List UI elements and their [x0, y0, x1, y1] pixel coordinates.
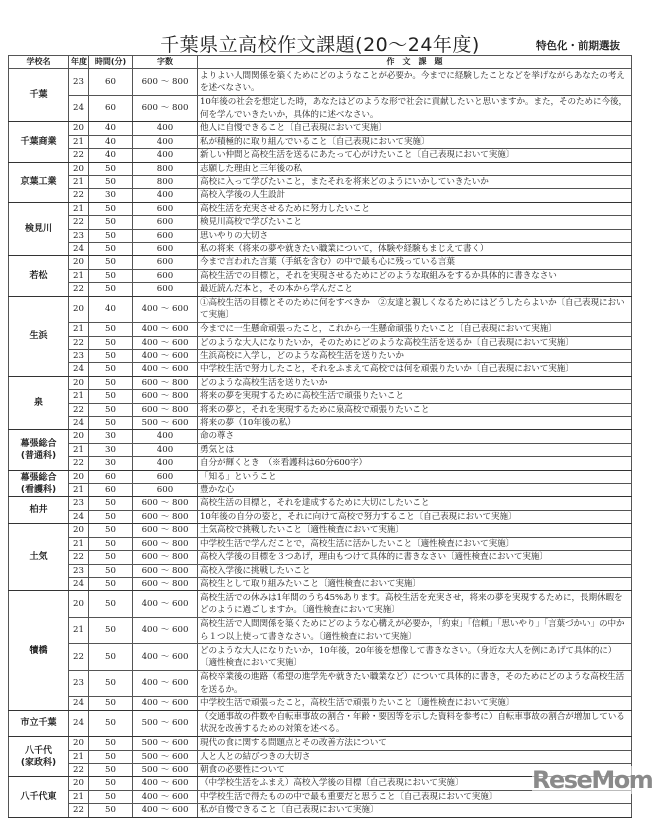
chars-cell: 400 ～ 600 [133, 670, 198, 697]
time-cell: 50 [89, 202, 133, 215]
topic-cell: 最近読んだ本と，その本から学んだこと [198, 283, 632, 296]
topic-cell: 中学校生活で得たものの中で最も重要だと思うこと〔自己表現において実施〕 [198, 790, 632, 803]
table-row [9, 804, 632, 817]
table-row [9, 710, 632, 737]
chars-cell: 600 ～ 800 [133, 510, 198, 523]
topic-cell: 10年後の社会を想定した時，あなたはどのような形で社会に貢献したいと思いますか。また，そのために今後，何を学んでいきたいか，具体的に述べなさい。 [198, 95, 632, 122]
time-cell: 30 [89, 443, 133, 456]
table-row [9, 524, 632, 537]
topic-cell: 高校生活を充実させるために努力したいこと [198, 202, 632, 215]
topic-cell: よりよい人間関係を築くためにどのようなことが必要か。今までに経験したことなどを挙げながらあなたの考えを述べなさい。 [198, 69, 632, 96]
chars-cell: 400 [133, 122, 198, 135]
time-cell: 50 [89, 256, 133, 269]
year-cell: 21 [69, 617, 89, 644]
school-name: 若松 [9, 256, 69, 296]
year-cell: 20 [69, 591, 89, 618]
time-cell: 50 [89, 524, 133, 537]
chars-cell: 600 [133, 484, 198, 497]
year-cell: 20 [69, 470, 89, 483]
chars-cell: 500 ～ 600 [133, 764, 198, 777]
topic-cell: 土気高校で挑戦したいこと〔適性検査において実施〕 [198, 524, 632, 537]
table-row [9, 737, 632, 750]
table-row [9, 176, 632, 189]
table-row [9, 363, 632, 376]
table-row [9, 443, 632, 456]
year-cell: 21 [69, 176, 89, 189]
table-row [9, 135, 632, 148]
table-row [9, 457, 632, 470]
topic-cell: 私が積極的に取り組んでいること〔自己表現において実施〕 [198, 135, 632, 148]
table-row [9, 296, 632, 323]
chars-cell: 400 ～ 600 [133, 336, 198, 349]
year-cell: 21 [69, 135, 89, 148]
topic-cell: 新しい仲間と高校生活を送るにあたって心がけたいこと〔自己表現において実施〕 [198, 149, 632, 162]
year-cell: 23 [69, 497, 89, 510]
time-cell: 50 [89, 363, 133, 376]
chars-cell: 600 ～ 800 [133, 551, 198, 564]
school-name: 八千代 (家政科) [9, 737, 69, 777]
table-row [9, 243, 632, 256]
year-cell: 22 [69, 804, 89, 817]
year-cell: 23 [69, 229, 89, 242]
chars-cell: 400 ～ 600 [133, 350, 198, 363]
chars-cell: 500 ～ 600 [133, 750, 198, 763]
year-cell: 22 [69, 149, 89, 162]
topic-cell: 高校生活の目標と，それを達成するために大切にしたいこと [198, 497, 632, 510]
school-name: 千葉 [9, 69, 69, 122]
topic-cell: 高校生として取り組みたいこと〔適性検査において実施〕 [198, 577, 632, 590]
chars-cell: 600 ～ 800 [133, 95, 198, 122]
table-row [9, 202, 632, 215]
time-cell: 50 [89, 577, 133, 590]
school-name: 土気 [9, 524, 69, 591]
table-row [9, 95, 632, 122]
chars-cell: 600 ～ 800 [133, 524, 198, 537]
chars-cell: 400 [133, 443, 198, 456]
year-cell: 22 [69, 336, 89, 349]
table-row [9, 510, 632, 523]
time-cell: 50 [89, 376, 133, 389]
chars-cell: 400 [133, 135, 198, 148]
chars-cell: 800 [133, 176, 198, 189]
chars-cell: 600 [133, 283, 198, 296]
table-row [9, 336, 632, 349]
school-name: 検見川 [9, 202, 69, 256]
year-cell: 20 [69, 524, 89, 537]
time-cell: 50 [89, 216, 133, 229]
table-row [9, 376, 632, 389]
time-cell: 40 [89, 135, 133, 148]
year-cell: 20 [69, 296, 89, 323]
time-cell: 50 [89, 336, 133, 349]
chars-cell: 400 ～ 600 [133, 323, 198, 336]
year-cell: 21 [69, 790, 89, 803]
topic-cell: ①高校生活の目標とそのために何をすべきか ②友達と親しくなるためにはどうしたらよいか〔自己表現において実施〕 [198, 296, 632, 323]
time-cell: 60 [89, 95, 133, 122]
school-name: 柏井 [9, 497, 69, 524]
chars-cell: 600 ～ 800 [133, 537, 198, 550]
essay-topics-table [8, 55, 632, 818]
table-row [9, 750, 632, 763]
chars-cell: 600 ～ 800 [133, 390, 198, 403]
school-name: 幕張総合 (普通科) [9, 430, 69, 470]
table-row [9, 591, 632, 618]
school-name: 泉 [9, 376, 69, 430]
year-cell: 20 [69, 777, 89, 790]
table-row [9, 617, 632, 644]
time-cell: 50 [89, 537, 133, 550]
topic-cell: 他人に自慢できること〔自己表現において実施〕 [198, 122, 632, 135]
table-row [9, 470, 632, 483]
topic-cell: 将来の夢（10年後の私） [198, 417, 632, 430]
time-cell: 50 [89, 229, 133, 242]
topic-cell: 「知る」ということ [198, 470, 632, 483]
table-row [9, 697, 632, 710]
year-cell: 20 [69, 256, 89, 269]
table-row [9, 350, 632, 363]
chars-cell: 400 ～ 600 [133, 697, 198, 710]
topic-cell: 高校入学後に挑戦したいこと [198, 564, 632, 577]
table-row [9, 403, 632, 416]
table-row [9, 283, 632, 296]
table-row [9, 417, 632, 430]
time-cell: 50 [89, 710, 133, 737]
time-cell: 40 [89, 122, 133, 135]
year-cell: 22 [69, 403, 89, 416]
chars-cell: 600 [133, 243, 198, 256]
topic-cell: 生浜高校に入学し，どのような高校生活を送りたいか [198, 350, 632, 363]
chars-cell: 500 ～ 600 [133, 710, 198, 737]
time-cell: 50 [89, 510, 133, 523]
year-cell: 24 [69, 710, 89, 737]
year-cell: 21 [69, 390, 89, 403]
year-cell: 22 [69, 189, 89, 202]
chars-cell: 400 [133, 189, 198, 202]
topic-cell: 高校卒業後の進路（希望の進学先や就きたい職業など）について具体的に書き，そのためにどのような高校生活を送るか。 [198, 670, 632, 697]
topic-cell: 中学校生活で努力したこと，それをふまえて高校では何を頑張りたいか〔自己表現において実施〕 [198, 363, 632, 376]
year-cell: 24 [69, 363, 89, 376]
time-cell: 30 [89, 457, 133, 470]
year-cell: 22 [69, 457, 89, 470]
year-cell: 23 [69, 670, 89, 697]
topic-cell: 人と人との結びつきの大切さ [198, 750, 632, 763]
time-cell: 30 [89, 430, 133, 443]
page-title: 千葉県立高校作文課題(20～24年度) [160, 34, 480, 56]
topic-cell: どのような大人になりたいか，そのためにどのような高校生活を送るか〔自己表現において実施〕 [198, 336, 632, 349]
chars-cell: 500 ～ 600 [133, 737, 198, 750]
table-header-row [9, 56, 632, 69]
year-cell: 22 [69, 283, 89, 296]
header-year: 年度 [69, 56, 89, 69]
resemom-logo: ReseMom [532, 766, 652, 794]
chars-cell: 600 ～ 800 [133, 69, 198, 96]
chars-cell: 600 ～ 800 [133, 376, 198, 389]
chars-cell: 500 ～ 600 [133, 417, 198, 430]
table-row [9, 670, 632, 697]
topic-cell: 朝食の必要性について [198, 764, 632, 777]
time-cell: 50 [89, 697, 133, 710]
time-cell: 50 [89, 750, 133, 763]
topic-cell: 自分が輝くとき （※看護科は60分600字） [198, 457, 632, 470]
school-name: 生浜 [9, 296, 69, 376]
time-cell: 50 [89, 670, 133, 697]
chars-cell: 800 [133, 162, 198, 175]
chars-cell: 600 [133, 256, 198, 269]
school-name: 八千代東 [9, 777, 69, 817]
year-cell: 24 [69, 417, 89, 430]
table-row [9, 229, 632, 242]
header-time: 時間(分) [89, 56, 133, 69]
year-cell: 24 [69, 95, 89, 122]
time-cell: 60 [89, 484, 133, 497]
time-cell: 50 [89, 790, 133, 803]
year-cell: 22 [69, 216, 89, 229]
table-row [9, 551, 632, 564]
time-cell: 50 [89, 283, 133, 296]
chars-cell: 400 ～ 600 [133, 644, 198, 671]
chars-cell: 600 [133, 202, 198, 215]
time-cell: 50 [89, 804, 133, 817]
year-cell: 20 [69, 376, 89, 389]
topic-cell: 10年後の自分の姿と，それに向けて高校で努力すること〔自己表現において実施〕 [198, 510, 632, 523]
topic-cell: 高校入学後の人生設計 [198, 189, 632, 202]
year-cell: 20 [69, 162, 89, 175]
time-cell: 60 [89, 470, 133, 483]
header-school: 学校名 [9, 56, 69, 69]
time-cell: 50 [89, 350, 133, 363]
year-cell: 22 [69, 551, 89, 564]
topic-cell: 勇気とは [198, 443, 632, 456]
time-cell: 50 [89, 764, 133, 777]
table-row [9, 564, 632, 577]
chars-cell: 400 [133, 430, 198, 443]
topic-cell: 思いやりの大切さ [198, 229, 632, 242]
year-cell: 21 [69, 202, 89, 215]
chars-cell: 600 [133, 229, 198, 242]
year-cell: 22 [69, 764, 89, 777]
topic-cell: 高校生活で人間関係を築くためにどのような心構えが必要か，「約束」「信頼」「思いやり」「言葉づかい」の中から１つ以上使って書きなさい。〔適性検査において実施〕 [198, 617, 632, 644]
chars-cell: 600 [133, 470, 198, 483]
year-cell: 23 [69, 350, 89, 363]
topic-cell: 命の尊さ [198, 430, 632, 443]
year-cell: 21 [69, 323, 89, 336]
table-row [9, 430, 632, 443]
topic-cell: 高校に入って学びたいこと，またそれを将来どのようにいかしていきたいか [198, 176, 632, 189]
time-cell: 60 [89, 69, 133, 96]
table-row [9, 216, 632, 229]
table-row [9, 577, 632, 590]
time-cell: 50 [89, 243, 133, 256]
time-cell: 50 [89, 551, 133, 564]
chars-cell: 400 ～ 600 [133, 617, 198, 644]
chars-cell: 400 ～ 600 [133, 790, 198, 803]
table-row [9, 269, 632, 282]
time-cell: 50 [89, 176, 133, 189]
time-cell: 50 [89, 162, 133, 175]
year-cell: 21 [69, 269, 89, 282]
time-cell: 30 [89, 189, 133, 202]
topic-cell: 今まで言われた言葉（手紙を含む）の中で最も心に残っている言葉 [198, 256, 632, 269]
table-row [9, 69, 632, 96]
year-cell: 21 [69, 750, 89, 763]
time-cell: 50 [89, 564, 133, 577]
topic-cell: 私の将来（将来の夢や就きたい職業について，体験や経験もまじえて書く） [198, 243, 632, 256]
table-row [9, 122, 632, 135]
table-row [9, 162, 632, 175]
topic-cell: 現代の食に関する問題点とその改善方法について [198, 737, 632, 750]
topic-cell: 中学校生活で学んだことで，高校生活に活かしたいこと〔適性検査において実施〕 [198, 537, 632, 550]
year-cell: 23 [69, 69, 89, 96]
time-cell: 50 [89, 591, 133, 618]
table-body [9, 69, 632, 817]
year-cell: 24 [69, 243, 89, 256]
year-cell: 20 [69, 737, 89, 750]
chars-cell: 400 ～ 600 [133, 777, 198, 790]
topic-cell: 検見川高校で学びたいこと [198, 216, 632, 229]
school-name: 千葉商業 [9, 122, 69, 162]
school-name: 幕張総合 (看護科) [9, 470, 69, 497]
time-cell: 50 [89, 390, 133, 403]
year-cell: 24 [69, 510, 89, 523]
time-cell: 50 [89, 323, 133, 336]
topic-cell: 将来の夢と，それを実現するために泉高校で頑張りたいこと [198, 403, 632, 416]
topic-cell: 私が自慢できること〔自己表現において実施〕 [198, 804, 632, 817]
year-cell: 20 [69, 430, 89, 443]
time-cell: 50 [89, 737, 133, 750]
year-cell: 22 [69, 644, 89, 671]
table-row [9, 256, 632, 269]
header-chars: 字数 [133, 56, 198, 69]
year-cell: 24 [69, 697, 89, 710]
selection-type-label: 特色化・前期選抜 [536, 40, 620, 52]
chars-cell: 400 [133, 149, 198, 162]
time-cell: 40 [89, 296, 133, 323]
header-topic: 作 文 課 題 [198, 56, 632, 69]
year-cell: 21 [69, 537, 89, 550]
chars-cell: 400 ～ 600 [133, 591, 198, 618]
chars-cell: 400 ～ 600 [133, 804, 198, 817]
school-name: 京葉工業 [9, 162, 69, 202]
time-cell: 50 [89, 497, 133, 510]
table-row [9, 189, 632, 202]
year-cell: 21 [69, 443, 89, 456]
topic-cell: 高校生活での休みは1年間のうち45%あります。高校生活を充実させ，将来の夢を実現するために，長期休暇をどのように過ごしますか。〔適性検査において実施〕 [198, 591, 632, 618]
time-cell: 50 [89, 617, 133, 644]
topic-cell: 豊かな心 [198, 484, 632, 497]
table-row [9, 484, 632, 497]
chars-cell: 600 [133, 216, 198, 229]
topic-cell: どのような大人になりたいか，10年後，20年後を想像して書きなさい。（身近な大人を例にあげて具体的に）〔適性検査において実施〕 [198, 644, 632, 671]
time-cell: 50 [89, 269, 133, 282]
chars-cell: 600 ～ 800 [133, 497, 198, 510]
chars-cell: 400 ～ 600 [133, 296, 198, 323]
chars-cell: 400 [133, 457, 198, 470]
topic-cell: 中学校生活で頑張ったこと，高校生活で頑張りたいこと〔適性検査において実施〕 [198, 697, 632, 710]
topic-cell: 志願した理由と三年後の私 [198, 162, 632, 175]
time-cell: 50 [89, 417, 133, 430]
topic-cell: 今までに一生懸命頑張ったこと，これから一生懸命頑張りたいこと〔自己表現において実施〕 [198, 323, 632, 336]
topic-cell: どのような高校生活を送りたいか [198, 376, 632, 389]
year-cell: 21 [69, 484, 89, 497]
school-name: 市立千葉 [9, 710, 69, 737]
chars-cell: 600 ～ 800 [133, 577, 198, 590]
table-row [9, 537, 632, 550]
table-row [9, 323, 632, 336]
time-cell: 40 [89, 149, 133, 162]
school-name: 犢橋 [9, 591, 69, 710]
year-cell: 24 [69, 577, 89, 590]
chars-cell: 400 ～ 600 [133, 363, 198, 376]
chars-cell: 600 ～ 800 [133, 564, 198, 577]
year-cell: 23 [69, 564, 89, 577]
year-cell: 20 [69, 122, 89, 135]
chars-cell: 600 [133, 269, 198, 282]
table-row [9, 149, 632, 162]
chars-cell: 600 ～ 800 [133, 403, 198, 416]
topic-cell: （交通事故の件数や自転車事故の割合・年齢・要因等を示した資料を参考に）自転車事故の割合が増加している状況を改善するための対策を述べる。 [198, 710, 632, 737]
table-row [9, 390, 632, 403]
topic-cell: 高校入学後の目標を３つあげ，理由もつけて具体的に書きなさい〔適性検査において実施〕 [198, 551, 632, 564]
topic-cell: 高校生活での目標と，それを実現させるためにどのような取組みをするか具体的に書きなさい [198, 269, 632, 282]
table-row [9, 644, 632, 671]
time-cell: 50 [89, 777, 133, 790]
time-cell: 50 [89, 403, 133, 416]
topic-cell: 将来の夢を実現するために高校生活で頑張りたいこと [198, 390, 632, 403]
topic-cell: （中学校生活をふまえ）高校入学後の目標〔自己表現において実施〕 [198, 777, 632, 790]
time-cell: 50 [89, 644, 133, 671]
table-row [9, 497, 632, 510]
